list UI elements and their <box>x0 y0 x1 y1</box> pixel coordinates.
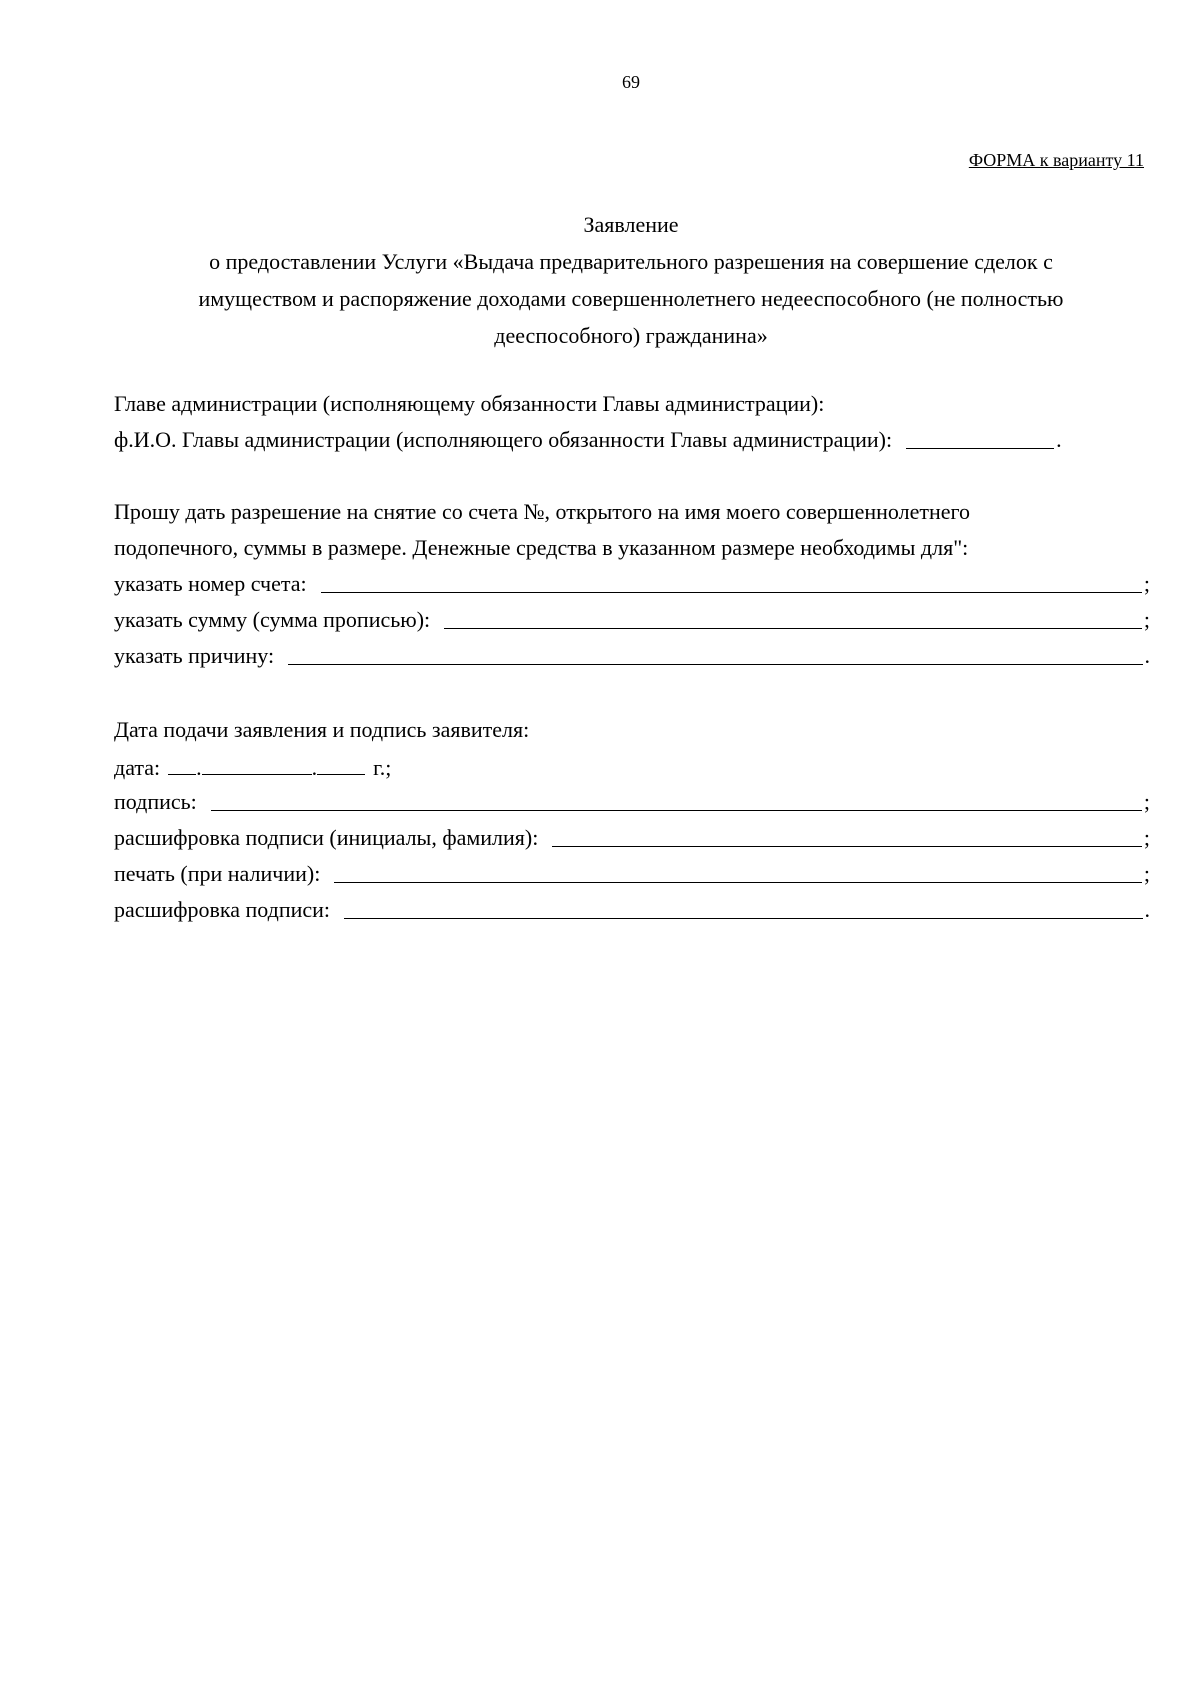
reason-blank[interactable] <box>288 638 1142 665</box>
request-text: Прошу дать разрешение на снятие со счета №, открытого на имя моего совершеннолетнего <box>114 499 971 524</box>
signature-heading: Дата подачи заявления и подпись заявителя: <box>114 717 530 742</box>
line-end-punct: ; <box>1143 825 1150 850</box>
account-number-field <box>114 566 1150 602</box>
line-end-punct: ; <box>1143 861 1150 886</box>
addressee-name-label: ф.И.О. Главы администрации (исполняющего обязанности Главы администрации): <box>114 427 893 452</box>
form-variant-label: ФОРМА к варианту 11 <box>968 150 1144 170</box>
signature-section <box>114 712 1150 928</box>
line-end-punct: . <box>1144 897 1150 922</box>
title-line: о предоставлении Услуги «Выдача предварительного разрешения на совершение сделок с <box>209 249 1053 274</box>
date-separator: . <box>311 755 318 780</box>
request-text-line <box>114 494 1150 530</box>
date-suffix: г.; <box>373 755 392 780</box>
field-label: расшифровка подписи: <box>114 897 331 922</box>
signature-field <box>114 784 1150 820</box>
field-label: печать (при наличии): <box>114 861 321 886</box>
addressee-section <box>114 386 1150 458</box>
signature-decoding-field-2 <box>114 892 1150 928</box>
field-label: указать причину: <box>114 643 275 668</box>
date-day-blank[interactable] <box>168 748 196 775</box>
request-section <box>114 494 1150 674</box>
title-heading: Заявление <box>583 212 679 237</box>
stamp-blank[interactable] <box>334 856 1142 883</box>
line-end-punct: ; <box>1143 607 1150 632</box>
addressee-text: Главе администрации (исполняющему обязанности Главы администрации): <box>114 391 825 416</box>
date-year-blank[interactable] <box>317 748 365 775</box>
page-number: 69 <box>622 72 640 92</box>
account-number-blank[interactable] <box>321 566 1142 593</box>
field-label: расшифровка подписи (инициалы, фамилия): <box>114 825 539 850</box>
line-end-punct: . <box>1056 427 1062 452</box>
title-line: дееспособного) гражданина» <box>494 323 768 348</box>
date-separator: . <box>196 755 202 780</box>
line-end-punct: ; <box>1143 789 1150 814</box>
date-field <box>114 748 1150 784</box>
addressee-name-blank[interactable] <box>906 422 1054 449</box>
request-text-line <box>114 530 1150 566</box>
line-end-punct: ; <box>1143 571 1150 596</box>
signature-decoding-blank-2[interactable] <box>344 892 1142 919</box>
stamp-field <box>114 856 1150 892</box>
signature-blank[interactable] <box>211 784 1142 811</box>
addressee-line <box>114 386 1150 422</box>
date-month-blank[interactable] <box>202 748 312 775</box>
signature-decoding-blank[interactable] <box>552 820 1142 847</box>
line-end-punct: . <box>1144 643 1150 668</box>
field-label: подпись: <box>114 789 197 814</box>
signature-decoding-field <box>114 820 1150 856</box>
amount-field <box>114 602 1150 638</box>
request-text: подопечного, суммы в размере. Денежные средства в указанном размере необходимы для": <box>114 535 969 560</box>
document-title <box>100 206 1162 354</box>
amount-blank[interactable] <box>444 602 1142 629</box>
field-label: указать сумму (сумма прописью): <box>114 607 431 632</box>
signature-heading-line <box>114 712 1150 748</box>
date-label: дата: <box>114 755 161 780</box>
title-line: имуществом и распоряжение доходами совершеннолетнего недееспособного (не полностью <box>198 286 1064 311</box>
reason-field <box>114 638 1150 674</box>
addressee-name-line <box>114 422 1150 458</box>
field-label: указать номер счета: <box>114 571 307 596</box>
